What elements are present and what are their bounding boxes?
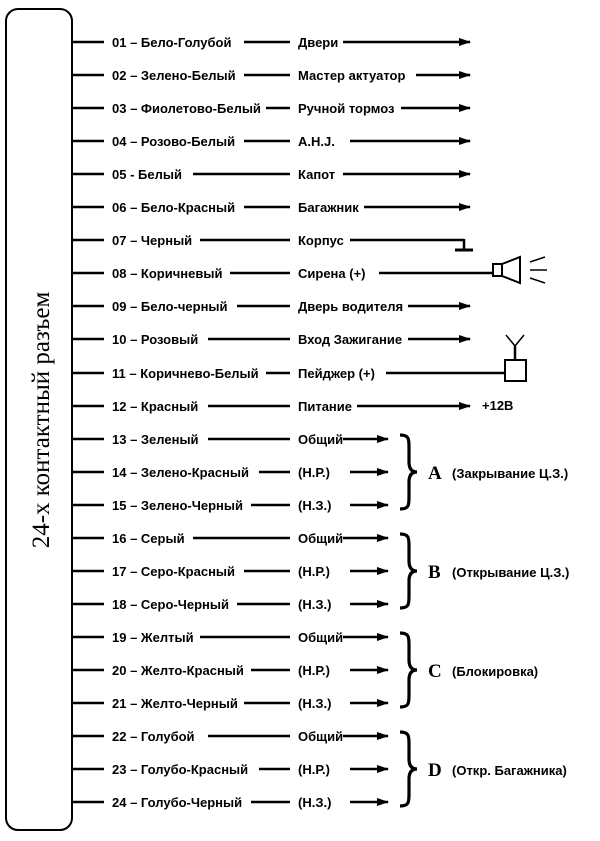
pin-label: 03 – Фиолетово-Белый: [112, 101, 261, 116]
connector-label: 24-х контактный разъем: [28, 291, 55, 549]
pin-row: [72, 795, 388, 810]
group-a: [400, 435, 568, 509]
pin-row: [72, 729, 388, 744]
pin-function: Дверь водителя: [298, 299, 404, 314]
pin-function: Багажник: [298, 200, 359, 215]
pin-row: [72, 134, 470, 149]
pin-function: Общий: [298, 531, 344, 546]
pin-row: [72, 663, 388, 678]
pin-label: 22 – Голубой: [112, 729, 195, 744]
pin-row: [72, 35, 470, 50]
pin-function: (Н.Р.): [298, 465, 330, 480]
group-letter: B: [428, 562, 441, 583]
pin-label: 09 – Бело-черный: [112, 299, 228, 314]
pin-function: Капот: [298, 167, 336, 182]
pin-row: [72, 630, 388, 645]
pin-row: [72, 597, 388, 612]
pin-function: Сирена (+): [298, 266, 366, 281]
group-c: [400, 633, 538, 707]
pin-function: Ручной тормоз: [298, 101, 395, 116]
group-brace: [400, 633, 417, 707]
pin-row: [72, 531, 388, 546]
pin-label: 23 – Голубо-Красный: [112, 762, 249, 777]
pin-row: [72, 332, 470, 347]
group-description: (Открывание Ц.З.): [452, 565, 570, 580]
pin-function: Вход Зажигание: [298, 332, 403, 347]
pin-label: 04 – Розово-Белый: [112, 134, 236, 149]
pin-function: Пейджер (+): [298, 366, 375, 381]
pin-label: 17 – Серо-Красный: [112, 564, 236, 579]
pin-row: [72, 696, 388, 711]
group-b: [400, 534, 569, 608]
pin-row: [72, 266, 493, 281]
group-letter: C: [428, 661, 442, 682]
pin-label: 14 – Зелено-Красный: [112, 465, 250, 480]
pin-function: Двери: [298, 35, 339, 50]
pin-function: (Н.Р.): [298, 564, 330, 579]
group-description: (Откр. Багажника): [452, 763, 567, 778]
pin-label: 19 – Желтый: [112, 630, 194, 645]
pin-label: 11 – Коричнево-Белый: [112, 366, 259, 381]
pin-label: 15 – Зелено-Черный: [112, 498, 243, 513]
pin-label: 07 – Черный: [112, 233, 193, 248]
pin-label: 02 – Зелено-Белый: [112, 68, 236, 83]
group-description: (Блокировка): [452, 664, 539, 679]
pin-label: 21 – Желто-Черный: [112, 696, 238, 711]
pin-label: 10 – Розовый: [112, 332, 199, 347]
pin-label: 06 – Бело-Красный: [112, 200, 236, 215]
group-description: (Закрывание Ц.З.): [452, 466, 569, 481]
pin-row: [72, 101, 470, 116]
pin-label: 18 – Серо-Черный: [112, 597, 229, 612]
group-letter: D: [428, 760, 442, 781]
pin-function: (Н.З.): [298, 498, 332, 513]
power-label: +12В: [482, 398, 514, 413]
pin-label: 01 – Бело-Голубой: [112, 35, 232, 50]
pin-label: 20 – Желто-Красный: [112, 663, 244, 678]
pin-row: [72, 200, 470, 215]
group-brace: [400, 534, 417, 608]
group-letter: A: [428, 463, 442, 484]
pin-row: [72, 167, 470, 182]
pin-label: 05 - Белый: [112, 167, 182, 182]
pin-row: [72, 366, 505, 381]
pin-function: (Н.З.): [298, 696, 332, 711]
pin-label: 12 – Красный: [112, 399, 199, 414]
pin-function: Общий: [298, 432, 344, 447]
pin-row: [72, 762, 388, 777]
pin-label: 08 – Коричневый: [112, 266, 223, 281]
pin-function: A.H.J.: [298, 134, 335, 149]
pager-antenna-icon: [505, 335, 526, 381]
group-brace: [400, 732, 417, 806]
pin-function: Корпус: [298, 233, 344, 248]
pin-function: (Н.З.): [298, 795, 332, 810]
pin-label: 16 – Серый: [112, 531, 185, 546]
pin-row: [72, 432, 388, 447]
pin-function: (Н.Р.): [298, 762, 330, 777]
pin-row: [72, 399, 470, 414]
pin-function: Общий: [298, 729, 344, 744]
pin-row: [72, 498, 388, 513]
siren-icon: [493, 257, 547, 283]
pin-row: [72, 465, 388, 480]
group-d: [400, 732, 567, 806]
pin-row: [72, 564, 388, 579]
pin-row: [72, 233, 464, 248]
pin-function: (Н.З.): [298, 597, 332, 612]
pin-label: 24 – Голубо-Черный: [112, 795, 243, 810]
pin-row: [72, 68, 470, 83]
pin-function: Мастер актуатор: [298, 68, 406, 83]
pin-function: (Н.Р.): [298, 663, 330, 678]
pin-function: Питание: [298, 399, 353, 414]
pin-label: 13 – Зеленый: [112, 432, 199, 447]
group-brace: [400, 435, 417, 509]
pin-row: [72, 299, 470, 314]
pin-function: Общий: [298, 630, 344, 645]
